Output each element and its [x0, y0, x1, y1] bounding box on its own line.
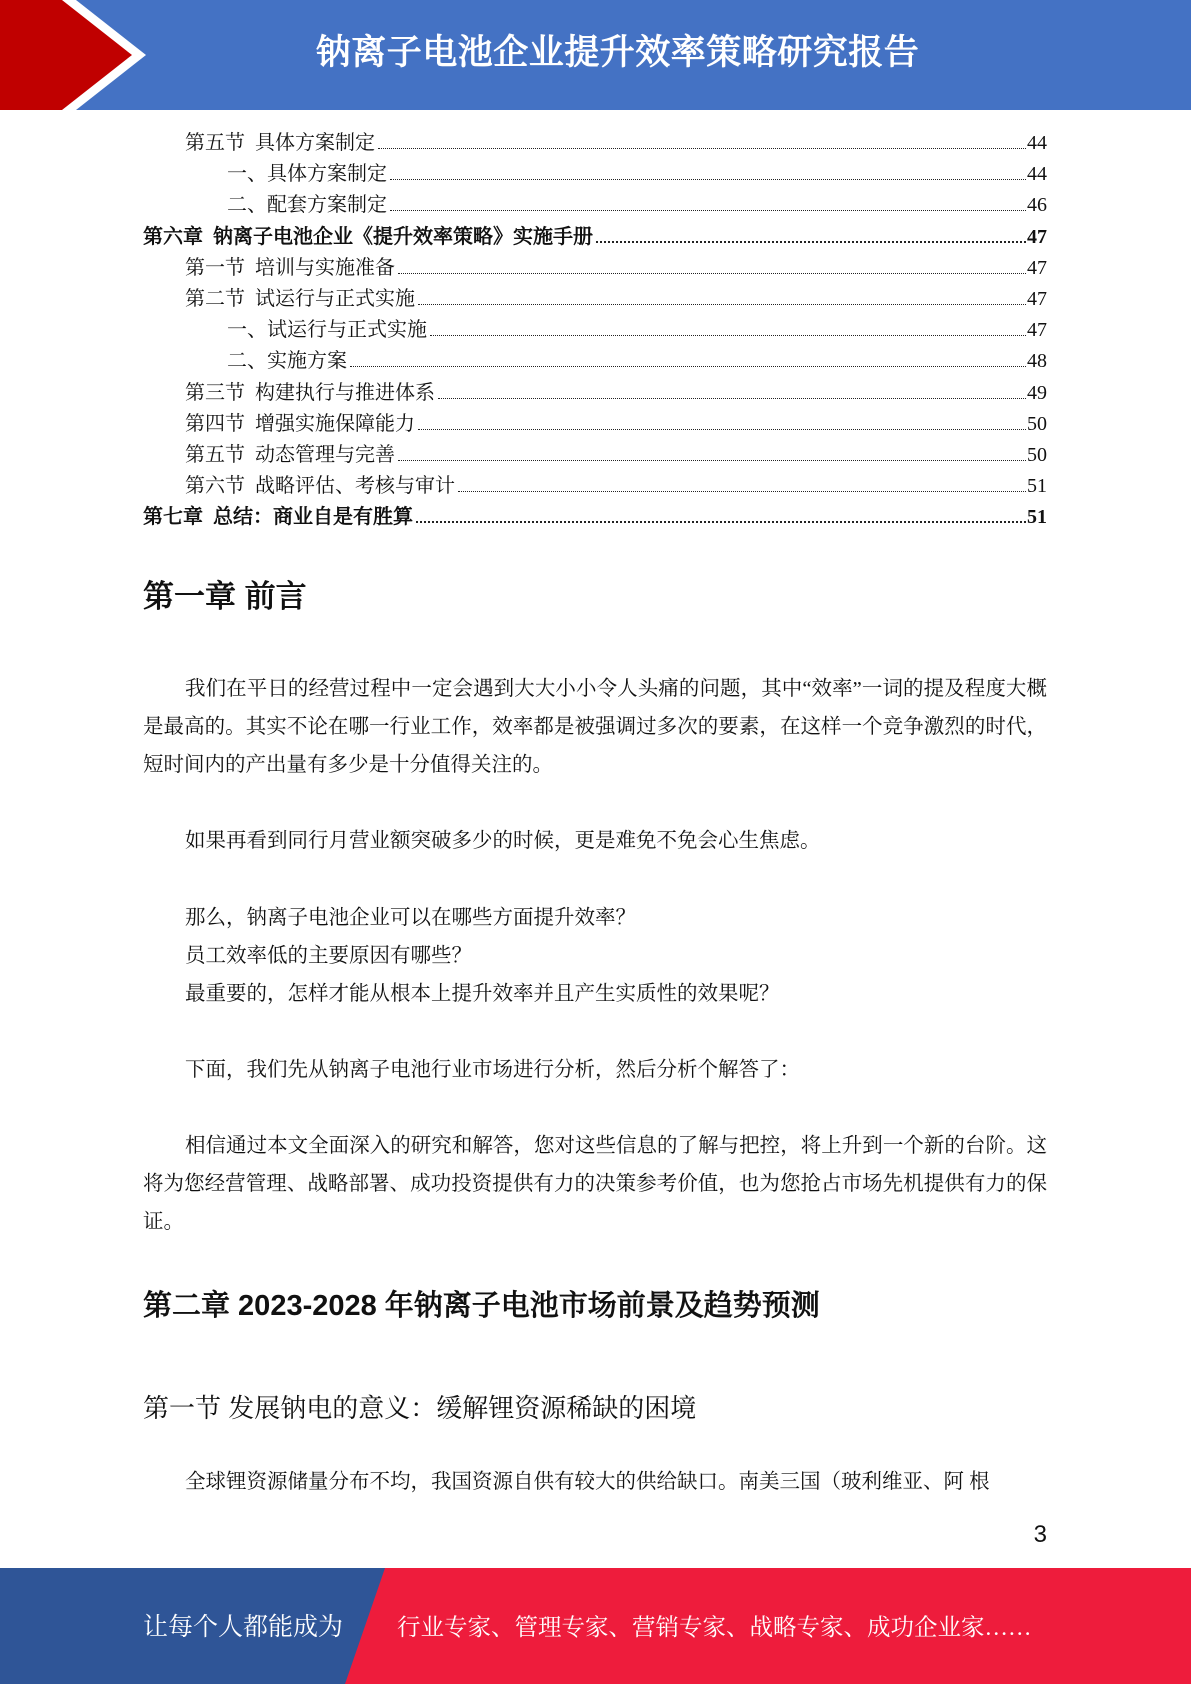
toc-entry-label: 第六节 战略评估、考核与审计 [185, 475, 455, 498]
dot-leader [458, 491, 1026, 492]
question-line: 员工效率低的主要原因有哪些？ [185, 945, 472, 967]
toc-chapter-entry[interactable] [143, 222, 1047, 253]
toc-entry[interactable] [143, 190, 1047, 221]
question-list [143, 899, 1047, 1013]
body-paragraph: 如果再看到同行月营业额突破多少的时候，更是难免不免会心生焦虑。 [185, 830, 821, 852]
toc-entry[interactable] [143, 315, 1047, 346]
toc-entry-label: 第二节 试运行与正式实施 [185, 287, 415, 310]
body-paragraph: 下面，我们先从钠离子电池行业市场进行分析，然后分析个解答了： [185, 1059, 800, 1081]
chapter-1-heading: 第一章 前言 [143, 579, 307, 614]
toc-entry-label: 第五节 具体方案制定 [185, 132, 375, 154]
toc-entry-label: 一、试运行与正式实施 [227, 319, 427, 342]
dot-leader [418, 304, 1026, 305]
toc-chapter-entry[interactable] [143, 502, 1047, 533]
dot-leader [418, 429, 1026, 430]
toc-entry-page: 47 [1027, 319, 1047, 342]
toc-entry-page: 51 [1027, 506, 1047, 529]
toc-entry-label: 二、配套方案制定 [227, 194, 387, 217]
toc-entry-label: 第三节 构建执行与推进体系 [185, 381, 435, 404]
chapter-2-heading: 第二章 2023-2028 年钠离子电池市场前景及趋势预测 [143, 1290, 820, 1322]
header-banner [0, 0, 1191, 110]
toc-entry-page: 51 [1027, 475, 1047, 498]
toc-entry-page: 50 [1027, 412, 1047, 435]
toc-entry-page: 50 [1027, 443, 1047, 466]
toc-entry[interactable] [143, 284, 1047, 315]
toc-entry-label: 第一节 培训与实施准备 [185, 256, 395, 279]
toc-entry[interactable] [143, 159, 1047, 190]
toc-entry-page: 47 [1027, 287, 1047, 310]
footer-lead-text: 让每个人都能成为 [143, 1614, 344, 1641]
footer-banner [0, 1568, 1191, 1684]
toc-entry-label: 第五节 动态管理与完善 [185, 443, 395, 466]
toc-entry[interactable] [143, 378, 1047, 409]
question-line: 最重要的，怎样才能从根本上提升效率并且产生实质性的效果呢？ [185, 983, 780, 1005]
toc-entry-page: 47 [1027, 225, 1047, 248]
section-heading: 第一节 发展钠电的意义：缓解锂资源稀缺的困境 [143, 1393, 697, 1423]
toc-entry-page: 44 [1027, 163, 1047, 186]
dot-leader [390, 179, 1026, 180]
report-title: 钠离子电池企业提升效率策略研究报告 [315, 33, 920, 72]
toc-entry[interactable] [143, 346, 1047, 377]
dot-leader [398, 460, 1026, 461]
toc-entry-page: 48 [1027, 350, 1047, 373]
toc-entry-label: 第六章 钠离子电池企业《提升效率策略》实施手册 [143, 225, 593, 248]
toc-entry-page: 49 [1027, 381, 1047, 404]
toc-entry[interactable] [143, 471, 1047, 502]
dot-leader [596, 241, 1026, 243]
toc-entry[interactable] [143, 440, 1047, 471]
dot-leader [430, 335, 1026, 336]
toc-entry-label: 二、实施方案 [227, 350, 347, 373]
dot-leader [390, 210, 1026, 211]
toc-entry-label: 第四节 增强实施保障能力 [185, 412, 415, 435]
question-line: 那么，钠离子电池企业可以在哪些方面提升效率？ [185, 907, 636, 929]
body-paragraph: 全球锂资源储量分布不均，我国资源自供有较大的供给缺口。南美三国（玻利维亚、阿 根 [185, 1471, 990, 1493]
toc-entry-page: 46 [1027, 194, 1047, 217]
body-paragraph: 相信通过本文全面深入的研究和解答，您对这些信息的了解与把控，将上升到一个新的台阶。这将为您经营管理、战略部署、成功投资提供有力的决策参考价值，也为您抢占市场先机提供有力的保证。 [143, 1135, 1047, 1233]
toc-entry[interactable] [143, 409, 1047, 440]
toc-entry-page: 47 [1027, 256, 1047, 279]
body-paragraph: 我们在平日的经营过程中一定会遇到大大小小令人头痛的问题，其中“效率”一词的提及程度大概是最高的。其实不论在哪一行业工作，效率都是被强调过多次的要素，在这样一个竞争激烈的时代，短时间内的产出量有多少是十分值得关注的。 [143, 678, 1047, 776]
footer-tagline: 行业专家、管理专家、营销专家、战略专家、成功企业家…… [397, 1615, 1032, 1641]
dot-leader [416, 521, 1026, 523]
dot-leader [398, 273, 1026, 274]
toc-entry-label: 一、具体方案制定 [227, 163, 387, 186]
table-of-contents [143, 128, 1047, 533]
toc-entry-page: 44 [1027, 132, 1047, 154]
toc-entry[interactable] [143, 253, 1047, 284]
toc-entry-label: 第七章 总结：商业自是有胜算 [143, 506, 413, 529]
dot-leader [350, 366, 1026, 367]
toc-entry[interactable] [143, 128, 1047, 159]
dot-leader [438, 398, 1026, 399]
page-number: 3 [1033, 1521, 1047, 1548]
dot-leader [378, 148, 1026, 149]
